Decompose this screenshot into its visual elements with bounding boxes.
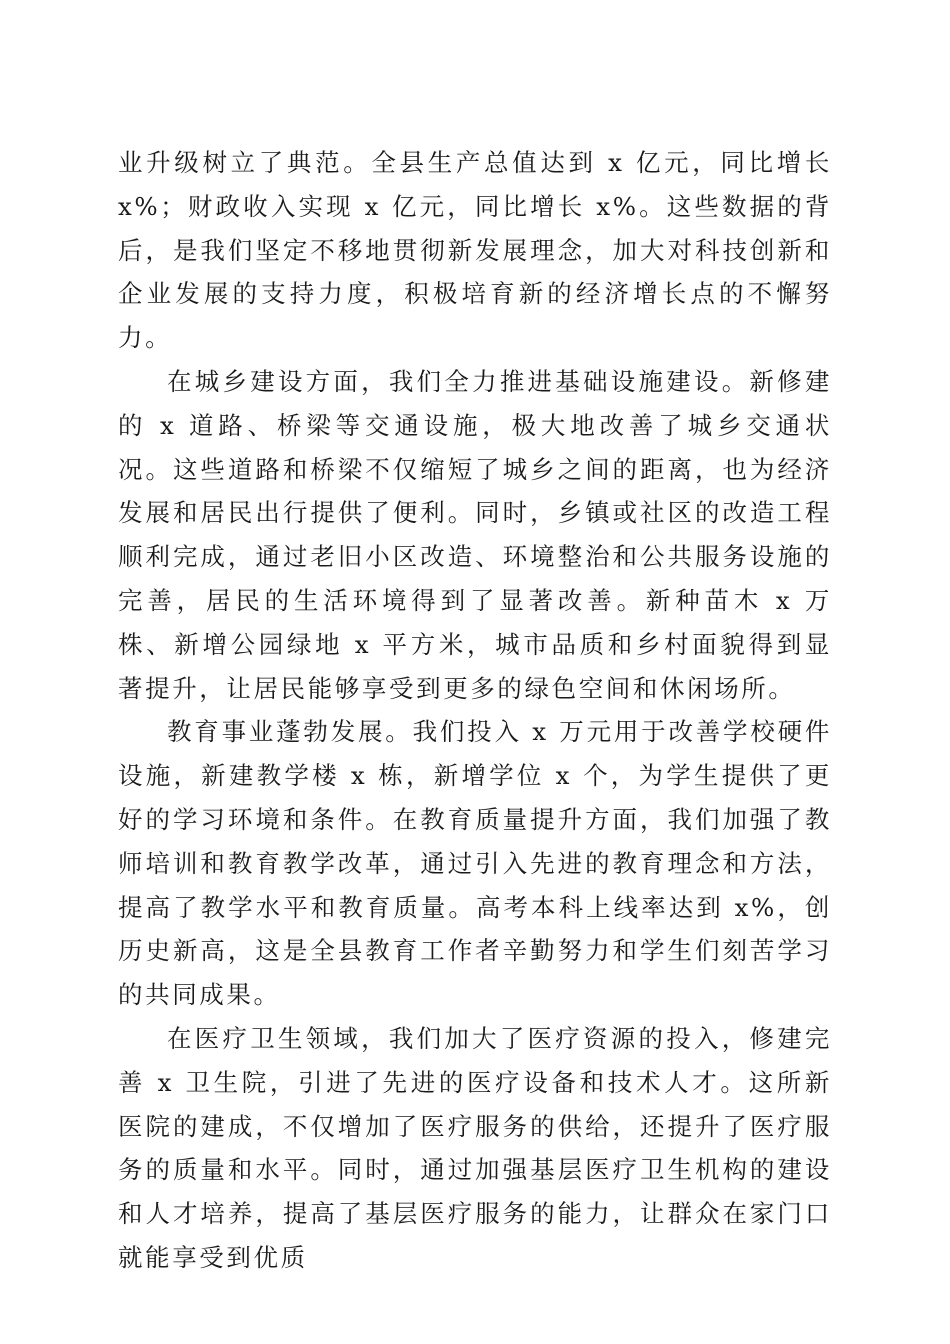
paragraph-healthcare: 在医疗卫生领域，我们加大了医疗资源的投入，修建完善 x 卫生院，引进了先进的医疗设备和技术人才。这所新医院的建成，不仅增加了医疗服务的供给，还提升了医疗服务的质量和水平。同时，通过加强基层医疗卫生机构的建设和人才培养，提高了基层医疗服务的能力，让群众在家门口就能享受到优质	[118, 1023, 832, 1272]
paragraph-urban-rural-construction: 在城乡建设方面，我们全力推进基础设施建设。新修建的 x 道路、桥梁等交通设施，极大地改善了城乡交通状况。这些道路和桥梁不仅缩短了城乡之间的距离，也为经济发展和居民出行提供了便利。同时，乡镇或社区的改造工程顺利完成，通过老旧小区改造、环境整治和公共服务设施的完善，居民的生活环境得到了显著改善。新种苗木 x 万株、新增公园绿地 x 平方米，城市品质和乡村面貌得到显著提升，让居民能够享受到更多的绿色空间和休闲场所。	[118, 366, 832, 703]
paragraph-education: 教育事业蓬勃发展。我们投入 x 万元用于改善学校硬件设施，新建教学楼 x 栋，新增学位 x 个，为学生提供了更好的学习环境和条件。在教育质量提升方面，我们加强了教师培训和教育教学改革，通过引入先进的教育理念和方法，提高了教学水平和教育质量。高考本科上线率达到 x%，创历史新高，这是全县教育工作者辛勤努力和学生们刻苦学习的共同成果。	[118, 717, 832, 1010]
document-body	[118, 141, 832, 1280]
paragraph-economy: 业升级树立了典范。全县生产总值达到 x 亿元，同比增长 x%；财政收入实现 x 亿元，同比增长 x%。这些数据的背后，是我们坚定不移地贯彻新发展理念，加大对科技创新和企业发展的支持力度，积极培育新的经济增长点的不懈努力。	[118, 148, 832, 353]
